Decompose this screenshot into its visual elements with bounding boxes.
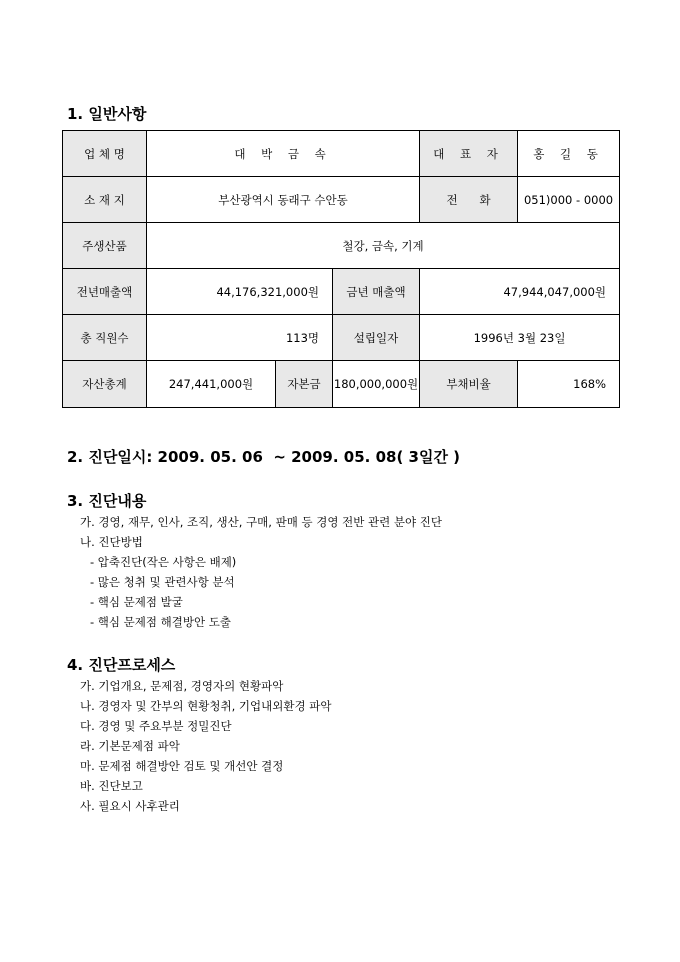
list-item: - 많은 청취 및 관련사항 분석 (90, 575, 235, 589)
list-item: 나. 경영자 및 간부의 현황청취, 기업내외환경 파악 (80, 699, 332, 713)
table-row (63, 131, 620, 177)
section1-title: 1. 일반사항 (67, 105, 147, 123)
capital-label: 자본금 (276, 361, 333, 408)
employees-value: 113명 (147, 315, 333, 361)
products-value: 철강, 금속, 기계 (147, 223, 620, 269)
list-item: 가. 기업개요, 문제점, 경영자의 현황파악 (80, 679, 284, 693)
section3-title: 3. 진단내용 (67, 492, 147, 510)
section4-list (80, 676, 331, 816)
section2-title: 2. 진단일시: 2009. 05. 06 ~ 2009. 05. 08( 3일간 ) (67, 448, 461, 466)
employees-label: 총 직원수 (63, 315, 147, 361)
address-label: 소 재 지 (63, 177, 147, 223)
debt-value: 168% (518, 361, 620, 408)
list-item: 나. 진단방법 (80, 535, 143, 549)
address-value: 부산광역시 동래구 수안동 (147, 177, 420, 223)
table-row (63, 315, 620, 361)
prev-sales-label: 전년매출액 (63, 269, 147, 315)
list-item: - 압축진단(작은 사항은 배제) (90, 555, 237, 569)
founded-value: 1996년 3월 23일 (420, 315, 620, 361)
list-item: 사. 필요시 사후관리 (80, 799, 180, 813)
list-item: 다. 경영 및 주요부분 정밀진단 (80, 719, 232, 733)
list-item: - 핵심 문제점 해결방안 도출 (90, 615, 231, 629)
company-info-table (62, 130, 620, 408)
section3-list (80, 512, 442, 632)
list-item: 바. 진단보고 (80, 779, 143, 793)
list-item: 마. 문제점 해결방안 검토 및 개선안 결정 (80, 759, 284, 773)
debt-label: 부채비율 (420, 361, 518, 408)
section4-title: 4. 진단프로세스 (67, 656, 176, 674)
list-item: - 핵심 문제점 발굴 (90, 595, 183, 609)
company-name-label: 업 체 명 (63, 131, 147, 177)
founded-label: 설립일자 (333, 315, 420, 361)
capital-value: 180,000,000원 (333, 361, 420, 408)
prev-sales-value: 44,176,321,000원 (147, 269, 333, 315)
company-name-value: 대 박 금 속 (147, 131, 420, 177)
cur-sales-label: 금년 매출액 (333, 269, 420, 315)
table-row (63, 361, 620, 408)
table-row (63, 177, 620, 223)
table-row (63, 223, 620, 269)
cur-sales-value: 47,944,047,000원 (420, 269, 620, 315)
ceo-value: 홍 길 동 (518, 131, 620, 177)
products-label: 주생산품 (63, 223, 147, 269)
assets-value: 247,441,000원 (147, 361, 276, 408)
list-item: 라. 기본문제점 파악 (80, 739, 180, 753)
ceo-label: 대 표 자 (420, 131, 518, 177)
phone-value: 051)000 - 0000 (518, 177, 620, 223)
list-item: 가. 경영, 재무, 인사, 조직, 생산, 구매, 판매 등 경영 전반 관련 분야 진단 (80, 515, 442, 529)
phone-label: 전 화 (420, 177, 518, 223)
assets-label: 자산총계 (63, 361, 147, 408)
table-row (63, 269, 620, 315)
